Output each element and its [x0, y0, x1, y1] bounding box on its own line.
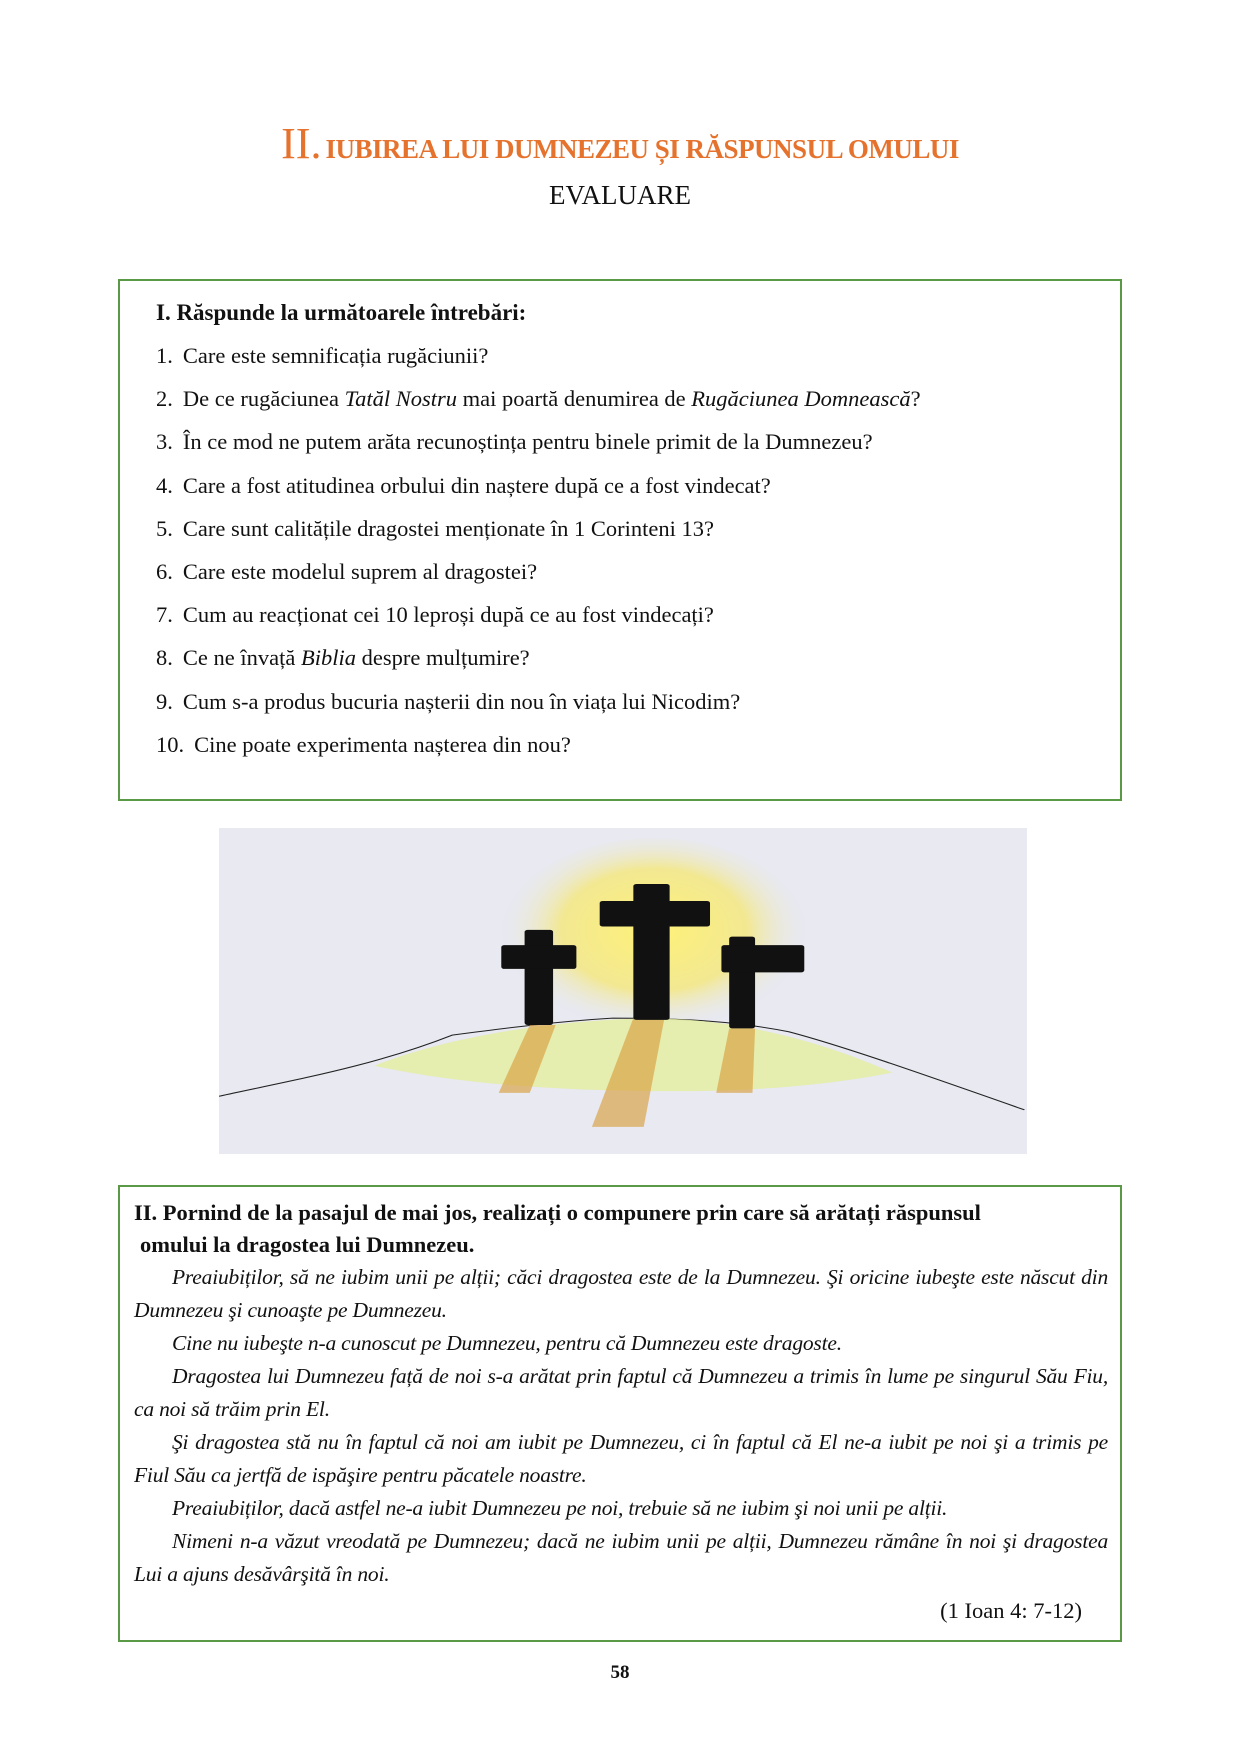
question-text: De ce rugăciunea: [182, 386, 345, 412]
scripture-passage: [134, 1261, 1108, 1591]
question-number: 5.: [156, 515, 173, 541]
page-number: 58: [610, 1662, 630, 1683]
question-item: [156, 420, 1120, 463]
questions-box: [118, 279, 1122, 801]
question-number: 2.: [156, 386, 173, 412]
questions-heading: I. Răspunde la următoarele întrebări:: [156, 300, 527, 325]
question-text: Care a fost atitudinea orbului din naștere după ce a fost vindecat?: [182, 472, 771, 498]
passage-verse: Preaiubiților, dacă astfel ne-a iubit Dumnezeu pe noi, trebuie să ne iubim şi noi unii pe alții.: [172, 1496, 948, 1520]
question-number: 9.: [156, 688, 173, 714]
question-text: Cum s-a produs bucuria nașterii din nou în viața lui Nicodim?: [182, 688, 741, 714]
passage-verse: Cine nu iubeşte n-a cunoscut pe Dumnezeu, pentru că Dumnezeu este dragoste.: [172, 1331, 842, 1355]
question-number: 10.: [156, 731, 185, 757]
center-cross-bar: [600, 901, 710, 926]
question-text: mai poartă denumirea de: [457, 386, 692, 412]
question-item: [156, 636, 1120, 679]
question-text: Care este semnificația rugăciunii?: [182, 343, 489, 368]
question-item: [156, 377, 1120, 420]
question-text: ?: [910, 386, 921, 412]
composition-heading-line1: II. Pornind de la pasajul de mai jos, realizați o compunere prin care să arătați răspunsul: [134, 1200, 981, 1225]
question-number: 1.: [156, 343, 173, 368]
question-text: Cum au reacționat cei 10 leproși după ce au fost vindecați?: [182, 602, 714, 628]
question-number: 4.: [156, 472, 173, 498]
page-subtitle: EVALUARE: [548, 180, 691, 210]
question-emphasis: Rugăciunea Domnească: [691, 386, 911, 412]
passage-verse: Şi dragostea stă nu în faptul că noi am iubit pe Dumnezeu, ci în faptul că El ne-a iubit pe noi şi a trimis pe Fiul Său ca jertfă de ispăşire pentru păcatele noastre.: [134, 1430, 1108, 1487]
question-item: [156, 723, 1120, 766]
question-item: [156, 680, 1120, 723]
question-item: [156, 550, 1120, 593]
three-crosses-illustration: [219, 828, 1027, 1154]
question-text: Care sunt calitățile dragostei menționate în 1 Corinteni 13?: [182, 515, 714, 541]
right-cross-bar: [721, 945, 804, 972]
composition-heading-line2: omului la dragostea lui Dumnezeu.: [140, 1232, 475, 1257]
chapter-title: [0, 118, 1240, 169]
left-cross-beam: [525, 930, 553, 1025]
question-text: Ce ne învață: [182, 645, 301, 671]
questions-list: [156, 334, 1120, 766]
passage-verse: Dragostea lui Dumnezeu față de noi s-a arătat prin faptul că Dumnezeu a trimis în lume pe singurul Său Fiu, ca noi să trăim prin El.: [134, 1364, 1108, 1421]
question-item: [156, 507, 1120, 550]
chapter-title-text: IUBIREA LUI DUMNEZEU ȘI RĂSPUNSUL OMULUI: [325, 134, 959, 164]
question-number: 7.: [156, 602, 173, 628]
scripture-reference: (1 Ioan 4: 7-12): [940, 1598, 1082, 1623]
passage-verse: Preaiubiților, să ne iubim unii pe alții; căci dragostea este de la Dumnezeu. Şi oricine iubeşte este născut din Dumnezeu şi cunoaşte pe Dumnezeu.: [134, 1265, 1108, 1322]
question-number: 8.: [156, 645, 173, 671]
passage-verse: Nimeni n-a văzut vreodată pe Dumnezeu; dacă ne iubim unii pe alții, Dumnezeu rămâne în noi şi dragostea Lui a ajuns desăvârşită în noi.: [134, 1529, 1108, 1586]
chapter-number: II.: [281, 119, 322, 168]
question-text: În ce mod ne putem arăta recunoștința pentru binele primit de la Dumnezeu?: [182, 429, 873, 455]
question-number: 3.: [156, 429, 173, 455]
question-text: despre mulțumire?: [355, 645, 530, 671]
question-text: Care este modelul suprem al dragostei?: [182, 559, 538, 585]
question-item: [156, 464, 1120, 507]
question-emphasis: Biblia: [300, 645, 356, 671]
question-item: [156, 334, 1120, 377]
question-text: Cine poate experimenta nașterea din nou?: [194, 731, 571, 757]
composition-box: [118, 1185, 1122, 1642]
left-cross-bar: [501, 945, 576, 969]
question-number: 6.: [156, 559, 173, 585]
question-emphasis: Tatăl Nostru: [344, 386, 458, 412]
composition-heading: [134, 1197, 1108, 1261]
question-item: [156, 593, 1120, 636]
